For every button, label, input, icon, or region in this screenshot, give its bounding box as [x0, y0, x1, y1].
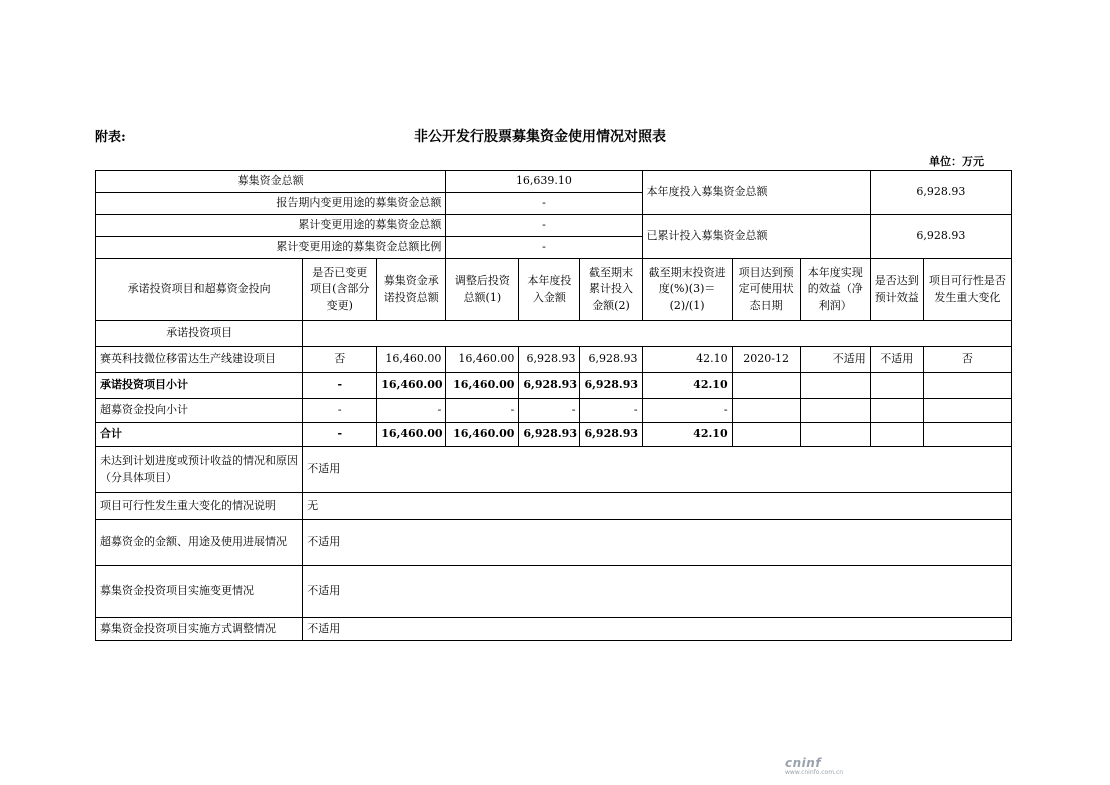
empty-cell [303, 321, 1012, 347]
column-header: 项目可行性是否发生重大变化 [923, 259, 1011, 321]
section-row [96, 321, 1012, 347]
logo-url: www.cninfo.com.cn [785, 769, 844, 776]
project-name: 合计 [96, 423, 303, 447]
changed-cell: - [303, 399, 377, 423]
column-header: 本年度投入金额 [519, 259, 580, 321]
cumulative-changed-value: - [446, 215, 642, 237]
adjusted-cell: 16,460.00 [446, 347, 519, 373]
changed-cell: - [303, 423, 377, 447]
table-row [96, 399, 1012, 423]
note-label: 项目可行性发生重大变化的情况说明 [96, 493, 303, 520]
empty-cell [923, 423, 1011, 447]
note-row [96, 520, 1012, 566]
note-row [96, 618, 1012, 641]
adjusted-cell: 16,460.00 [446, 423, 519, 447]
cumulative-cell: 6,928.93 [580, 373, 642, 399]
section-label: 承诺投资项目 [96, 321, 303, 347]
reached-cell: 不适用 [870, 347, 923, 373]
note-label: 募集资金投资项目实施方式调整情况 [96, 618, 303, 641]
note-label: 超募资金的金额、用途及使用进展情况 [96, 520, 303, 566]
note-value: 无 [303, 493, 1012, 520]
empty-cell [800, 423, 870, 447]
cumulative-changed-ratio-value: - [446, 237, 642, 259]
cumulative-cell: 6,928.93 [580, 423, 642, 447]
unit-label: 单位：万元 [929, 155, 984, 168]
column-header: 募集资金承诺投资总额 [377, 259, 446, 321]
page-title: 非公开发行股票募集资金使用情况对照表 [414, 129, 666, 145]
summary-row [96, 215, 1012, 237]
empty-cell [923, 399, 1011, 423]
this-year-invested-value: 6,928.93 [870, 171, 1011, 215]
changed-in-period-label: 报告期内变更用途的募集资金总额 [96, 193, 446, 215]
column-header: 承诺投资项目和超募资金投向 [96, 259, 303, 321]
cninfo-logo [785, 752, 843, 776]
progress-cell: 42.10 [642, 347, 732, 373]
table-row [96, 347, 1012, 373]
logo-text: cninf [785, 756, 822, 770]
note-value: 不适用 [303, 618, 1012, 641]
cumulative-cell: 6,928.93 [580, 347, 642, 373]
empty-cell [732, 399, 800, 423]
cumulative-changed-ratio-label: 累计变更用途的募集资金总额比例 [96, 237, 446, 259]
note-label: 未达到计划进度或预计收益的情况和原因（分具体项目） [96, 447, 303, 493]
progress-cell: - [642, 399, 732, 423]
empty-cell [870, 423, 923, 447]
changed-in-period-value: - [446, 193, 642, 215]
cumulative-cell: - [580, 399, 642, 423]
column-header: 项目达到预定可使用状态日期 [732, 259, 800, 321]
progress-cell: 42.10 [642, 423, 732, 447]
this-year-cell: 6,928.93 [519, 347, 580, 373]
this-year-cell: 6,928.93 [519, 373, 580, 399]
empty-cell [800, 399, 870, 423]
this-year-cell: 6,928.93 [519, 423, 580, 447]
project-name: 赛英科技微位移雷达生产线建设项目 [96, 347, 303, 373]
column-header-row [96, 259, 1012, 321]
note-label: 募集资金投资项目实施变更情况 [96, 566, 303, 618]
changed-cell: 否 [303, 347, 377, 373]
column-header: 是否达到预计效益 [870, 259, 923, 321]
total-raised-value: 16,639.10 [446, 171, 642, 193]
note-value: 不适用 [303, 520, 1012, 566]
column-header: 本年度实现的效益（净利润） [800, 259, 870, 321]
empty-cell [923, 373, 1011, 399]
changed-cell: - [303, 373, 377, 399]
committed-cell: 16,460.00 [377, 373, 446, 399]
empty-cell [870, 373, 923, 399]
fund-usage-table [95, 170, 1012, 641]
note-row [96, 447, 1012, 493]
column-header: 调整后投资总额(1) [446, 259, 519, 321]
note-row [96, 493, 1012, 520]
adjusted-cell: 16,460.00 [446, 373, 519, 399]
cumulative-changed-label: 累计变更用途的募集资金总额 [96, 215, 446, 237]
this-year-cell: - [519, 399, 580, 423]
feasibility-cell: 否 [923, 347, 1011, 373]
empty-cell [732, 373, 800, 399]
note-value: 不适用 [303, 447, 1012, 493]
column-header: 截至期末累计投入金额(2) [580, 259, 642, 321]
empty-cell [800, 373, 870, 399]
this-year-invested-label: 本年度投入募集资金总额 [642, 171, 870, 215]
attachment-label: 附表: [95, 130, 126, 145]
project-name: 承诺投资项目小计 [96, 373, 303, 399]
total-raised-label: 募集资金总额 [96, 171, 446, 193]
committed-cell: 16,460.00 [377, 347, 446, 373]
empty-cell [870, 399, 923, 423]
table-row [96, 423, 1012, 447]
cumulative-invested-label: 已累计投入募集资金总额 [642, 215, 870, 259]
table-row [96, 373, 1012, 399]
benefit-cell: 不适用 [800, 347, 870, 373]
committed-cell: - [377, 399, 446, 423]
project-name: 超募资金投向小计 [96, 399, 303, 423]
empty-cell [732, 423, 800, 447]
summary-row [96, 171, 1012, 193]
ready-date-cell: 2020-12 [732, 347, 800, 373]
committed-cell: 16,460.00 [377, 423, 446, 447]
column-header: 是否已变更项目(含部分变更) [303, 259, 377, 321]
progress-cell: 42.10 [642, 373, 732, 399]
column-header: 截至期末投资进度(%)(3)＝(2)/(1) [642, 259, 732, 321]
cumulative-invested-value: 6,928.93 [870, 215, 1011, 259]
note-row [96, 566, 1012, 618]
adjusted-cell: - [446, 399, 519, 423]
note-value: 不适用 [303, 566, 1012, 618]
